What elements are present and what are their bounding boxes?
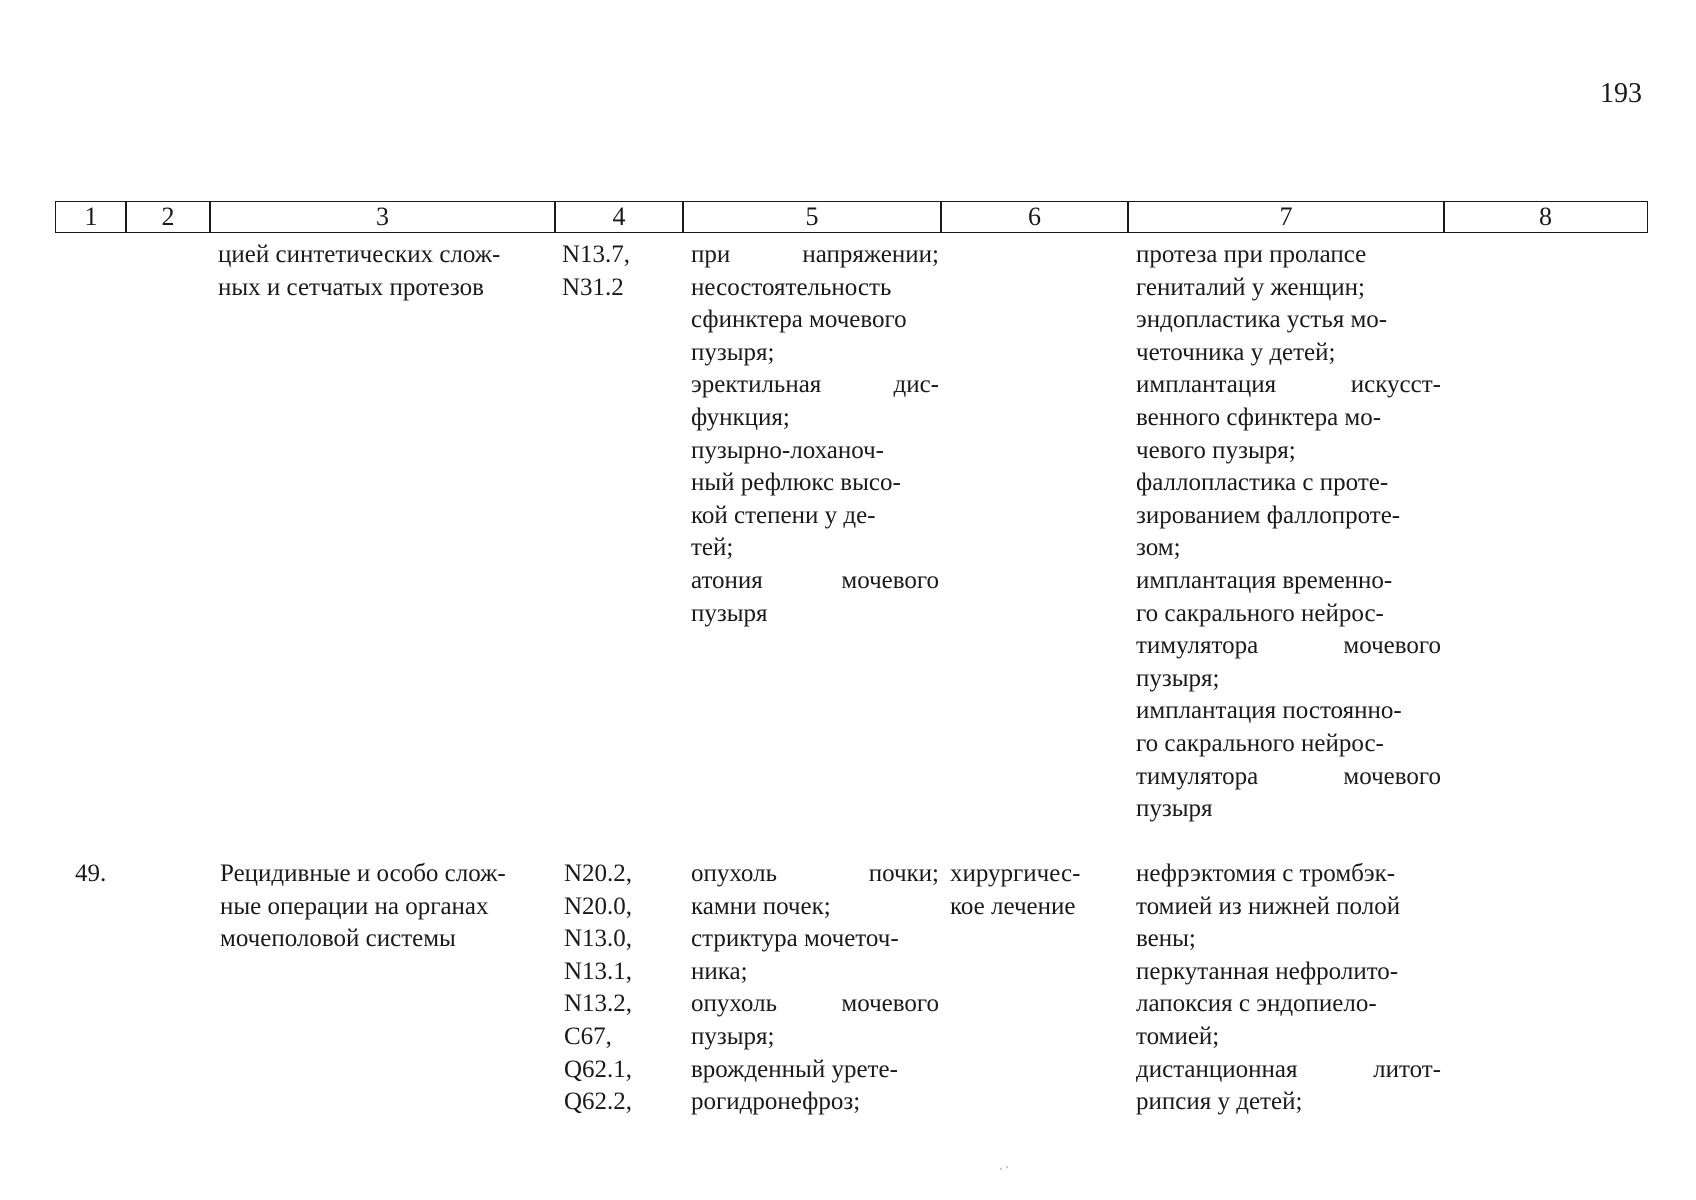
icd-code: N13.0, [564,925,633,953]
icd-code: N20.2, [564,860,633,887]
row49-col3-text [220,858,560,956]
text-line: го сакрального нейрос- [1136,729,1384,757]
cont-col5-text [691,239,939,630]
text-line: сфинктера мочевого [691,306,907,334]
text-line: зом; [1136,534,1181,562]
icd-code: C67, [564,1022,612,1050]
text-line: имплантация временно- [1136,566,1393,594]
icd-code: N13.2, [564,990,633,1018]
text-line: тей; [691,534,734,562]
text-line: рогидронефроз; [691,1088,861,1116]
text-line: мочеполовой системы [220,925,456,953]
text-line: ный рефлюкс высо- [691,469,901,497]
text-line: эректильная дис- [691,371,939,399]
cont-col3-text [218,239,538,304]
text-line: рипсия у детей; [1136,1088,1303,1116]
text-line: пузыря [691,599,768,627]
text-line: пузыря [1136,795,1213,823]
icd-code: N31.2 [562,273,624,301]
row49-col4-codes [564,858,674,1119]
text-line: протеза при пролапсе [1136,241,1367,268]
text-line: гениталий у женщин; [1136,273,1365,301]
text-line: пузыря; [691,1022,775,1050]
icd-code: N13.1, [564,957,633,985]
text-line: тимулятора мочевого [1136,632,1441,660]
text-line: вены; [1136,925,1196,953]
text-line: зированием фаллопроте- [1136,501,1401,529]
text-line: опухоль почки; [691,860,939,887]
text-line: ных и сетчатых протезов [218,273,484,301]
row49-col5-text [691,858,939,1119]
text-line: нефрэктомия с тромбэк- [1136,860,1396,887]
text-line: пузырно-лоханоч- [691,436,885,464]
row49-col6-text [950,858,1110,923]
text-line: имплантация постоянно- [1136,697,1402,725]
text-line: цией синтетических слож- [218,241,501,268]
header-cell-4: 4 [554,201,684,233]
text-line: томией из нижней полой [1136,892,1401,920]
icd-code: Q62.1, [564,1055,633,1083]
cont-col4-codes [562,239,672,304]
text-line: пузыря; [1136,664,1220,692]
icd-code: N20.0, [564,892,633,920]
text-line: несостоятельность [691,273,892,301]
header-cell-6: 6 [940,201,1129,233]
text-line: опухоль мочевого [691,990,939,1018]
text-line: кое лечение [950,892,1076,920]
text-line: эндопластика устья мо- [1136,306,1388,334]
text-line: имплантация искусст- [1136,371,1441,399]
text-line: ные операции на органах [220,892,489,920]
text-line: функция; [691,403,790,431]
text-line: атония мочевого [691,566,939,594]
text-line: томией; [1136,1022,1220,1050]
row-number: 49. [75,860,107,887]
text-line: при напряжении; [691,241,939,268]
text-line: Рецидивные и особо слож- [220,860,506,887]
text-line: хирургичес- [950,860,1081,887]
text-line: венного сфинктера мо- [1136,403,1382,431]
header-cell-7: 7 [1127,201,1445,233]
text-line: стриктура мочеточ- [691,925,899,953]
icd-code: N13.7, [562,241,631,268]
text-line: лапоксия с эндопиело- [1136,990,1377,1018]
scan-speck [1006,1166,1008,1168]
text-line: врожденный урете- [691,1055,898,1083]
icd-code: Q62.2, [564,1088,633,1116]
text-line: ника; [691,957,748,985]
table-header-row [55,201,1648,233]
header-cell-8: 8 [1443,201,1648,233]
text-line: чевого пузыря; [1136,436,1296,464]
header-cell-5: 5 [682,201,942,233]
header-cell-1: 1 [55,201,127,233]
text-line: дистанционная литот- [1136,1055,1441,1083]
row49-col7-text [1136,858,1441,1119]
text-line: пузыря; [691,338,775,366]
scan-speck [1000,1168,1002,1170]
text-line: перкутанная нефролито- [1136,957,1399,985]
text-line: фаллопластика с проте- [1136,469,1389,497]
text-line: го сакрального нейрос- [1136,599,1384,627]
text-line: камни почек; [691,892,831,920]
page-number: 193 [1600,78,1642,109]
text-line: тимулятора мочевого [1136,762,1441,790]
text-line: кой степени у де- [691,501,876,529]
cont-col7-text [1136,239,1441,826]
header-cell-2: 2 [125,201,211,233]
header-cell-3: 3 [209,201,556,233]
text-line: четочника у детей; [1136,338,1336,366]
